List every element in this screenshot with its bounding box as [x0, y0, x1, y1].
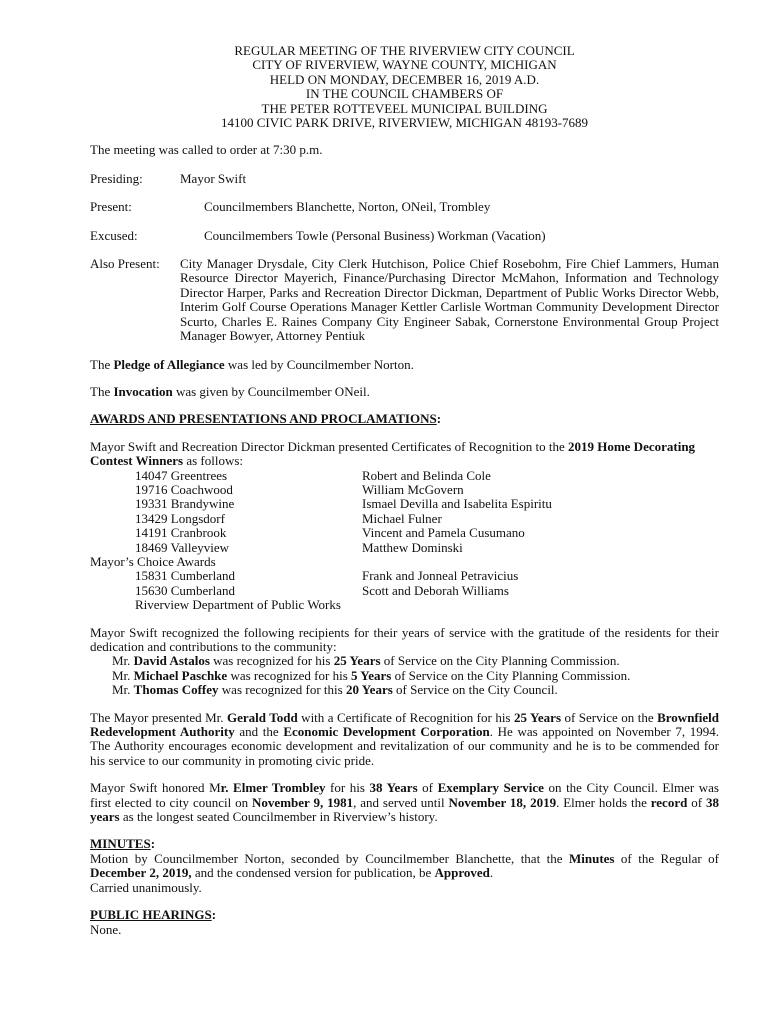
- header-line: REGULAR MEETING OF THE RIVERVIEW CITY COUNCIL: [234, 43, 575, 58]
- minutes-colon: :: [150, 836, 156, 852]
- list-item: [135, 512, 719, 526]
- text: and the: [234, 724, 284, 740]
- bold-text: Economic Development Corporation: [283, 724, 490, 740]
- winner-name: Frank and Jonneal Petravicius: [362, 568, 519, 584]
- bold-text: Exemplary Service: [437, 780, 544, 796]
- invocation-post: was given by Councilmember ONeil.: [172, 383, 370, 399]
- presiding-label: Presiding:: [90, 170, 143, 186]
- present-label: Present:: [90, 199, 132, 215]
- also-present-value: City Manager Drysdale, City Clerk Hutchison, Police Chief Rosebohm, Fire Chief Lammers, Human Resource Director Mayerich, Finance/Purchasing Director McMahon, Information and Technology Director Harper, Parks and Recreation Director Dickman, Department of Public Works Director Webb, Interim Golf Course Operations Manager Kettler Carlisle Wortman Community Development Director Scurto, Charles E. Raines Company City Engineer Sabak, Cornerstone Environmental Group Project Manager Bowyer, Attorney Pentiuk: [180, 256, 719, 344]
- public-hearings-colon: :: [211, 907, 217, 923]
- winner-address: 18469 Valleyview: [135, 539, 229, 555]
- pledge-pre: The: [90, 356, 114, 372]
- list-item: [135, 483, 719, 497]
- service-post: of Service on the City Council.: [392, 682, 558, 698]
- bold-text: Brownfield Redevelopment Authority: [90, 709, 719, 740]
- awards-intro-pre: Mayor Swift and Recreation Director Dickman presented Certificates of Recognition to the: [90, 438, 568, 454]
- awards-colon: :: [436, 411, 442, 427]
- service-years: 5 Years: [351, 667, 392, 683]
- public-hearings-section: [90, 908, 719, 937]
- winner-name: Ismael Devilla and Isabelita Espiritu: [362, 496, 552, 512]
- text: as the longest seated Councilmember in Riverview’s history.: [119, 809, 438, 825]
- present-row: [90, 200, 719, 214]
- winner-address: 19331 Brandywine: [135, 496, 235, 512]
- mayors-choice-label: Mayor’s Choice Awards: [90, 553, 216, 569]
- invocation-bold: Invocation: [113, 383, 173, 399]
- bold-text: record: [650, 794, 688, 810]
- text: . Elmer holds the: [556, 794, 651, 810]
- service-post: of Service on the City Planning Commission.: [380, 653, 620, 669]
- also-present-label: Also Present:: [90, 256, 160, 272]
- excused-row: [90, 229, 719, 243]
- list-item: [135, 497, 719, 511]
- presiding-row: [90, 172, 719, 186]
- document-header: [90, 44, 719, 130]
- text: and the condensed version for publication, be: [191, 865, 435, 881]
- bold-text: r. Elmer Trombley: [220, 780, 326, 796]
- text: , and served until: [353, 794, 449, 810]
- service-name: Thomas Coffey: [133, 682, 219, 698]
- awards-title: AWARDS AND PRESENTATIONS AND PROCLAMATIONS: [90, 411, 437, 427]
- service-years: 20 Years: [345, 682, 393, 698]
- bold-text: 38 years: [90, 794, 719, 825]
- winners-list: [135, 469, 719, 555]
- winner-address: 14191 Cranbrook: [135, 525, 227, 541]
- list-item: [112, 669, 719, 683]
- call-to-order: The meeting was called to order at 7:30 p.m.: [90, 142, 323, 158]
- service-pre: Mr.: [112, 682, 134, 698]
- minutes-section: [90, 837, 719, 895]
- text: Motion by Councilmember Norton, seconded by Councilmember Blanchette, that the: [90, 850, 569, 866]
- list-item: [135, 526, 719, 540]
- winner-name: William McGovern: [362, 481, 464, 497]
- pledge-bold: Pledge of Allegiance: [113, 356, 225, 372]
- also-present-row: [90, 257, 719, 343]
- service-name: David Astalos: [133, 653, 210, 669]
- pledge-paragraph: [90, 358, 719, 372]
- winner-name: Scott and Deborah Williams: [362, 582, 509, 598]
- excused-label: Excused:: [90, 227, 138, 243]
- dpw-award: Riverview Department of Public Works: [135, 597, 341, 613]
- todd-paragraph: [90, 711, 719, 769]
- bold-text: December 2, 2019,: [90, 865, 192, 881]
- minutes-carried: Carried unanimously.: [90, 879, 202, 895]
- invocation-paragraph: [90, 385, 719, 399]
- bold-text: Minutes: [568, 850, 615, 866]
- text: for his: [325, 780, 370, 796]
- header-line: HELD ON MONDAY, DECEMBER 16, 2019 A.D.: [269, 71, 540, 87]
- awards-intro: [90, 440, 719, 469]
- text: of Service on the: [561, 709, 658, 725]
- list-item: [135, 541, 719, 555]
- invocation-pre: The: [90, 383, 114, 399]
- bold-text: November 9, 1981: [252, 794, 354, 810]
- text: with a Certificate of Recognition for his: [297, 709, 514, 725]
- present-value: Councilmembers Blanchette, Norton, ONeil, Trombley: [204, 199, 491, 215]
- public-hearings-value: None.: [90, 921, 122, 937]
- awards-section: [90, 440, 719, 613]
- awards-section-title: [90, 412, 719, 426]
- winner-address: 19716 Coachwood: [135, 481, 233, 497]
- service-intro: Mayor Swift recognized the following recipients for their years of service with the gratitude of the residents for their dedication and contributions to the community:: [90, 624, 719, 654]
- awards-intro-post: as follows:: [183, 453, 244, 469]
- service-mid: was recognized for his: [227, 667, 352, 683]
- list-item: [112, 683, 719, 697]
- winner-name: Matthew Dominski: [362, 539, 463, 555]
- list-item: [135, 584, 719, 598]
- winner-address: 13429 Longsdorf: [135, 510, 225, 526]
- winner-address: 14047 Greentrees: [135, 467, 228, 483]
- service-name: Michael Paschke: [133, 667, 228, 683]
- pledge-post: was led by Councilmember Norton.: [224, 356, 414, 372]
- text: of the Regular of: [614, 850, 719, 866]
- minutes-motion: [90, 852, 719, 881]
- list-item: [135, 569, 719, 583]
- trombley-paragraph: [90, 781, 719, 824]
- bold-text: 25 Years: [513, 709, 562, 725]
- bold-text: November 18, 2019: [448, 794, 557, 810]
- text: The Mayor presented Mr.: [90, 709, 228, 725]
- presiding-value: Mayor Swift: [180, 170, 247, 186]
- text: on the City Council. Elmer was first elected to city council on: [90, 780, 719, 810]
- minutes-heading: [90, 837, 719, 851]
- service-section: [90, 626, 719, 698]
- excused-value: Councilmembers Towle (Personal Business) Workman (Vacation): [204, 227, 546, 243]
- awards-intro-bold: 2019 Home Decorating Contest Winners: [90, 438, 696, 469]
- bold-text: Gerald Todd: [227, 709, 298, 725]
- header-line: THE PETER ROTTEVEEL MUNICIPAL BUILDING: [261, 100, 548, 116]
- text: . He was appointed on November 7, 1994. The Authority encourages economic development and revitalization of our community and he is to be commended for his service to our community in promoting civic pride.: [90, 724, 719, 768]
- bold-text: 38 Years: [369, 780, 418, 796]
- bold-text: Approved: [434, 865, 490, 881]
- text: .: [489, 865, 494, 881]
- list-item: [112, 654, 719, 668]
- winner-name: Robert and Belinda Cole: [362, 467, 491, 483]
- service-pre: Mr.: [112, 653, 134, 669]
- service-mid: was recognized for this: [218, 682, 346, 698]
- winner-address: 15630 Cumberland: [135, 582, 236, 598]
- list-item: [135, 469, 719, 483]
- public-hearings-title: PUBLIC HEARINGS: [90, 907, 212, 923]
- service-pre: Mr.: [112, 667, 134, 683]
- public-hearings-heading: [90, 908, 719, 922]
- mayors-choice-list: [135, 569, 719, 612]
- text: of: [417, 780, 438, 796]
- header-line: IN THE COUNCIL CHAMBERS OF: [305, 86, 504, 102]
- minutes-title: MINUTES: [90, 836, 151, 852]
- document-page: [90, 44, 719, 937]
- service-post: of Service on the City Planning Commission.: [391, 667, 631, 683]
- service-mid: was recognized for his: [209, 653, 334, 669]
- header-line: 14100 CIVIC PARK DRIVE, RIVERVIEW, MICHIGAN 48193-7689: [220, 115, 589, 131]
- header-line: CITY OF RIVERVIEW, WAYNE COUNTY, MICHIGAN: [252, 57, 557, 73]
- winner-name: Vincent and Pamela Cusumano: [362, 525, 525, 541]
- service-years: 25 Years: [333, 653, 381, 669]
- winner-address: 15831 Cumberland: [135, 568, 236, 584]
- text: of: [687, 794, 706, 810]
- text: Mayor Swift honored M: [90, 780, 221, 796]
- winner-name: Michael Fulner: [362, 510, 442, 526]
